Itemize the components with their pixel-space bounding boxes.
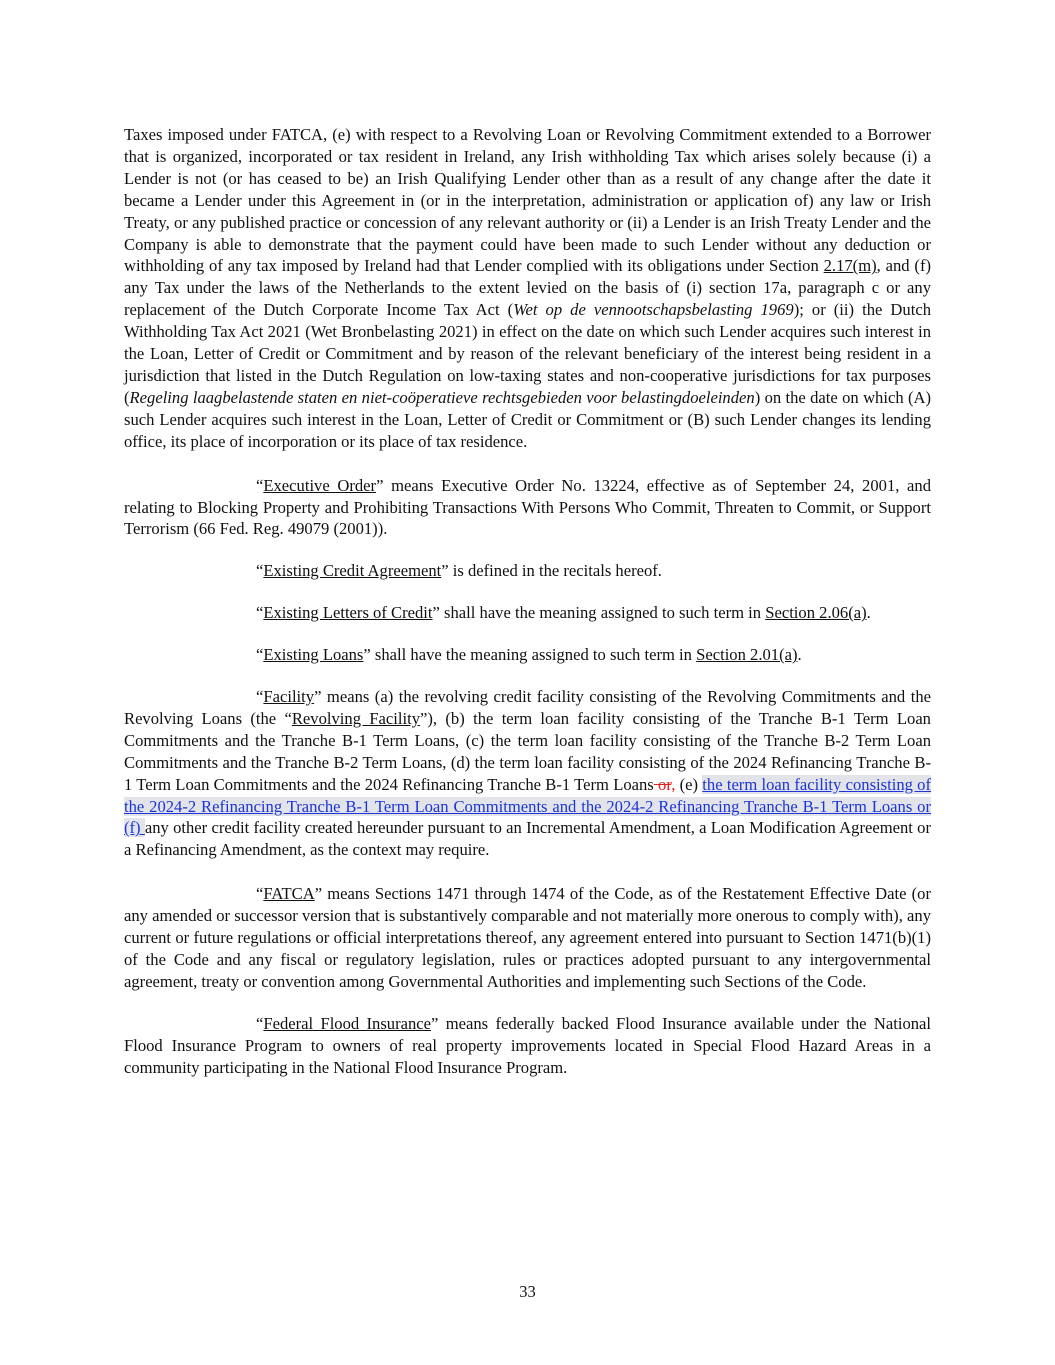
definition-executive-order: “Executive Order” means Executive Order No. 13224, effective as of September 24, 2001, and relating to Blocking Property and Prohibiting Transactions With Persons Who Commit, Threaten to Commit, or Support Terrorism (66 Fed. Reg. 49079 (2001)). (124, 475, 931, 539)
defined-term: Existing Credit Agreement (263, 561, 442, 581)
section-reference: 2.17(m) (823, 256, 877, 276)
defined-term: Executive Order (263, 475, 377, 495)
defined-term: Federal Flood Insurance (263, 1013, 432, 1033)
definition-existing-loans: “Existing Loans” shall have the meaning assigned to such term in Section 2.01(a). (256, 645, 802, 665)
document-page (124, 124, 931, 1079)
defined-term: Facility (263, 687, 315, 707)
defined-term: Existing Loans (263, 645, 364, 665)
section-reference: Section 2.01(a) (696, 645, 798, 665)
defined-term: FATCA (263, 884, 315, 904)
section-reference: Section 2.06(a) (765, 603, 867, 623)
paragraph-taxes-continued: Taxes imposed under FATCA, (e) with respect to a Revolving Loan or Revolving Commitment extended to a Borrower that is organized, incorporated or tax resident in Ireland, any Irish withholding Tax which arises solely because (i) a Lender is not (or has ceased to be) an Irish Qualifying Lender other than as a result of any change after the date it became a Lender under this Agreement in (or in the interpretation, administration or application of) any law or Irish Treaty, or any published practice or concession of any relevant authority or (ii) a Lender is an Irish Treaty Lender and the Company is able to demonstrate that the payment could have been made to such Lender without any deduction or withholding of any tax imposed by Ireland had that Lender complied with its obligations under Section 2.17(m), and (f) any Tax under the laws of the Netherlands to the extent levied on the basis of (i) section 17a, paragraph c or any replacement of the Dutch Corporate Income Tax Act (Wet op de vennootschapsbelasting 1969); or (ii) the Dutch Withholding Tax Act 2021 (Wet Bronbelasting 2021) in effect on the date on which such Lender acquires such interest in the Loan, Letter of Credit or Commitment and by reason of the relevant beneficiary of the interest being resident in a jurisdiction that listed in the Dutch Regulation on low-taxing states and non-cooperative jurisdictions for tax purposes (Regeling laagbelastende staten en niet-coöperatieve rechtsgebieden voor belastingdoeleinden) on the date on which (A) such Lender acquires such interest in the Loan, Letter of Credit or Commitment or (B) such Lender changes its lending office, its place of incorporation or its place of tax residence. (124, 125, 932, 451)
deleted-text: or (653, 774, 672, 794)
inserted-text: the term loan facility consisting of the 2024-2 Refinancing Tranche B-1 Term Loan Commitments and the 2024-2 Refinancing Tranche B-1 Term Loans or (f) (124, 774, 931, 838)
page-number: 33 (519, 1282, 536, 1301)
defined-term: Revolving Facility (291, 708, 421, 728)
definition-federal-flood-insurance: “Federal Flood Insurance” means federally backed Flood Insurance available under the National Flood Insurance Program to owners of real property improvements located in Special Flood Hazard Areas in a community participating in the National Flood Insurance Program. (124, 1013, 932, 1077)
definition-facility: “Facility” means (a) the revolving credit facility consisting of the Revolving Commitments and the Revolving Loans (the “Revolving Facility”), (b) the term loan facility consisting of the Tranche B-1 Term Loan Commitments and the Tranche B-1 Term Loans, (c) the term loan facility consisting of the Tranche B-2 Term Loan Commitments and the Tranche B-2 Term Loans, (d) the term loan facility consisting of the 2024 Refinancing Tranche B-1 Term Loan Commitments and the 2024 Refinancing Tranche B-1 Term Loans or, (e) the term loan facility consisting of the 2024-2 Refinancing Tranche B-1 Term Loan Commitments and the 2024-2 Refinancing Tranche B-1 Term Loans or (f) any other credit facility created hereunder pursuant to an Incremental Amendment, a Loan Modification Agreement or a Refinancing Amendment, as the context may require. (124, 687, 931, 860)
italic-title: Wet op de vennootschapsbelasting 1969 (513, 300, 794, 320)
inserted-punctuation: , (671, 774, 676, 794)
definition-existing-credit-agreement: “Existing Credit Agreement” is defined in the recitals hereof. (256, 561, 662, 581)
definition-fatca: “FATCA” means Sections 1471 through 1474 of the Code, as of the Restatement Effective Date (or any amended or successor version that is substantively comparable and not materially more onerous to comply with), any current or future regulations or official interpretations thereof, any agreement entered into pursuant to Section 1471(b)(1) of the Code and any fiscal or regulatory legislation, rules or practices adopted pursuant to any intergovernmental agreement, treaty or convention among Governmental Authorities and implementing such Sections of the Code. (124, 884, 931, 991)
definition-existing-letters-of-credit: “Existing Letters of Credit” shall have the meaning assigned to such term in Section 2.06(a). (256, 603, 871, 623)
defined-term: Existing Letters of Credit (263, 603, 433, 623)
italic-title: Regeling laagbelastende staten en niet-coöperatieve rechtsgebieden voor belastingdoeleinden (129, 387, 755, 407)
